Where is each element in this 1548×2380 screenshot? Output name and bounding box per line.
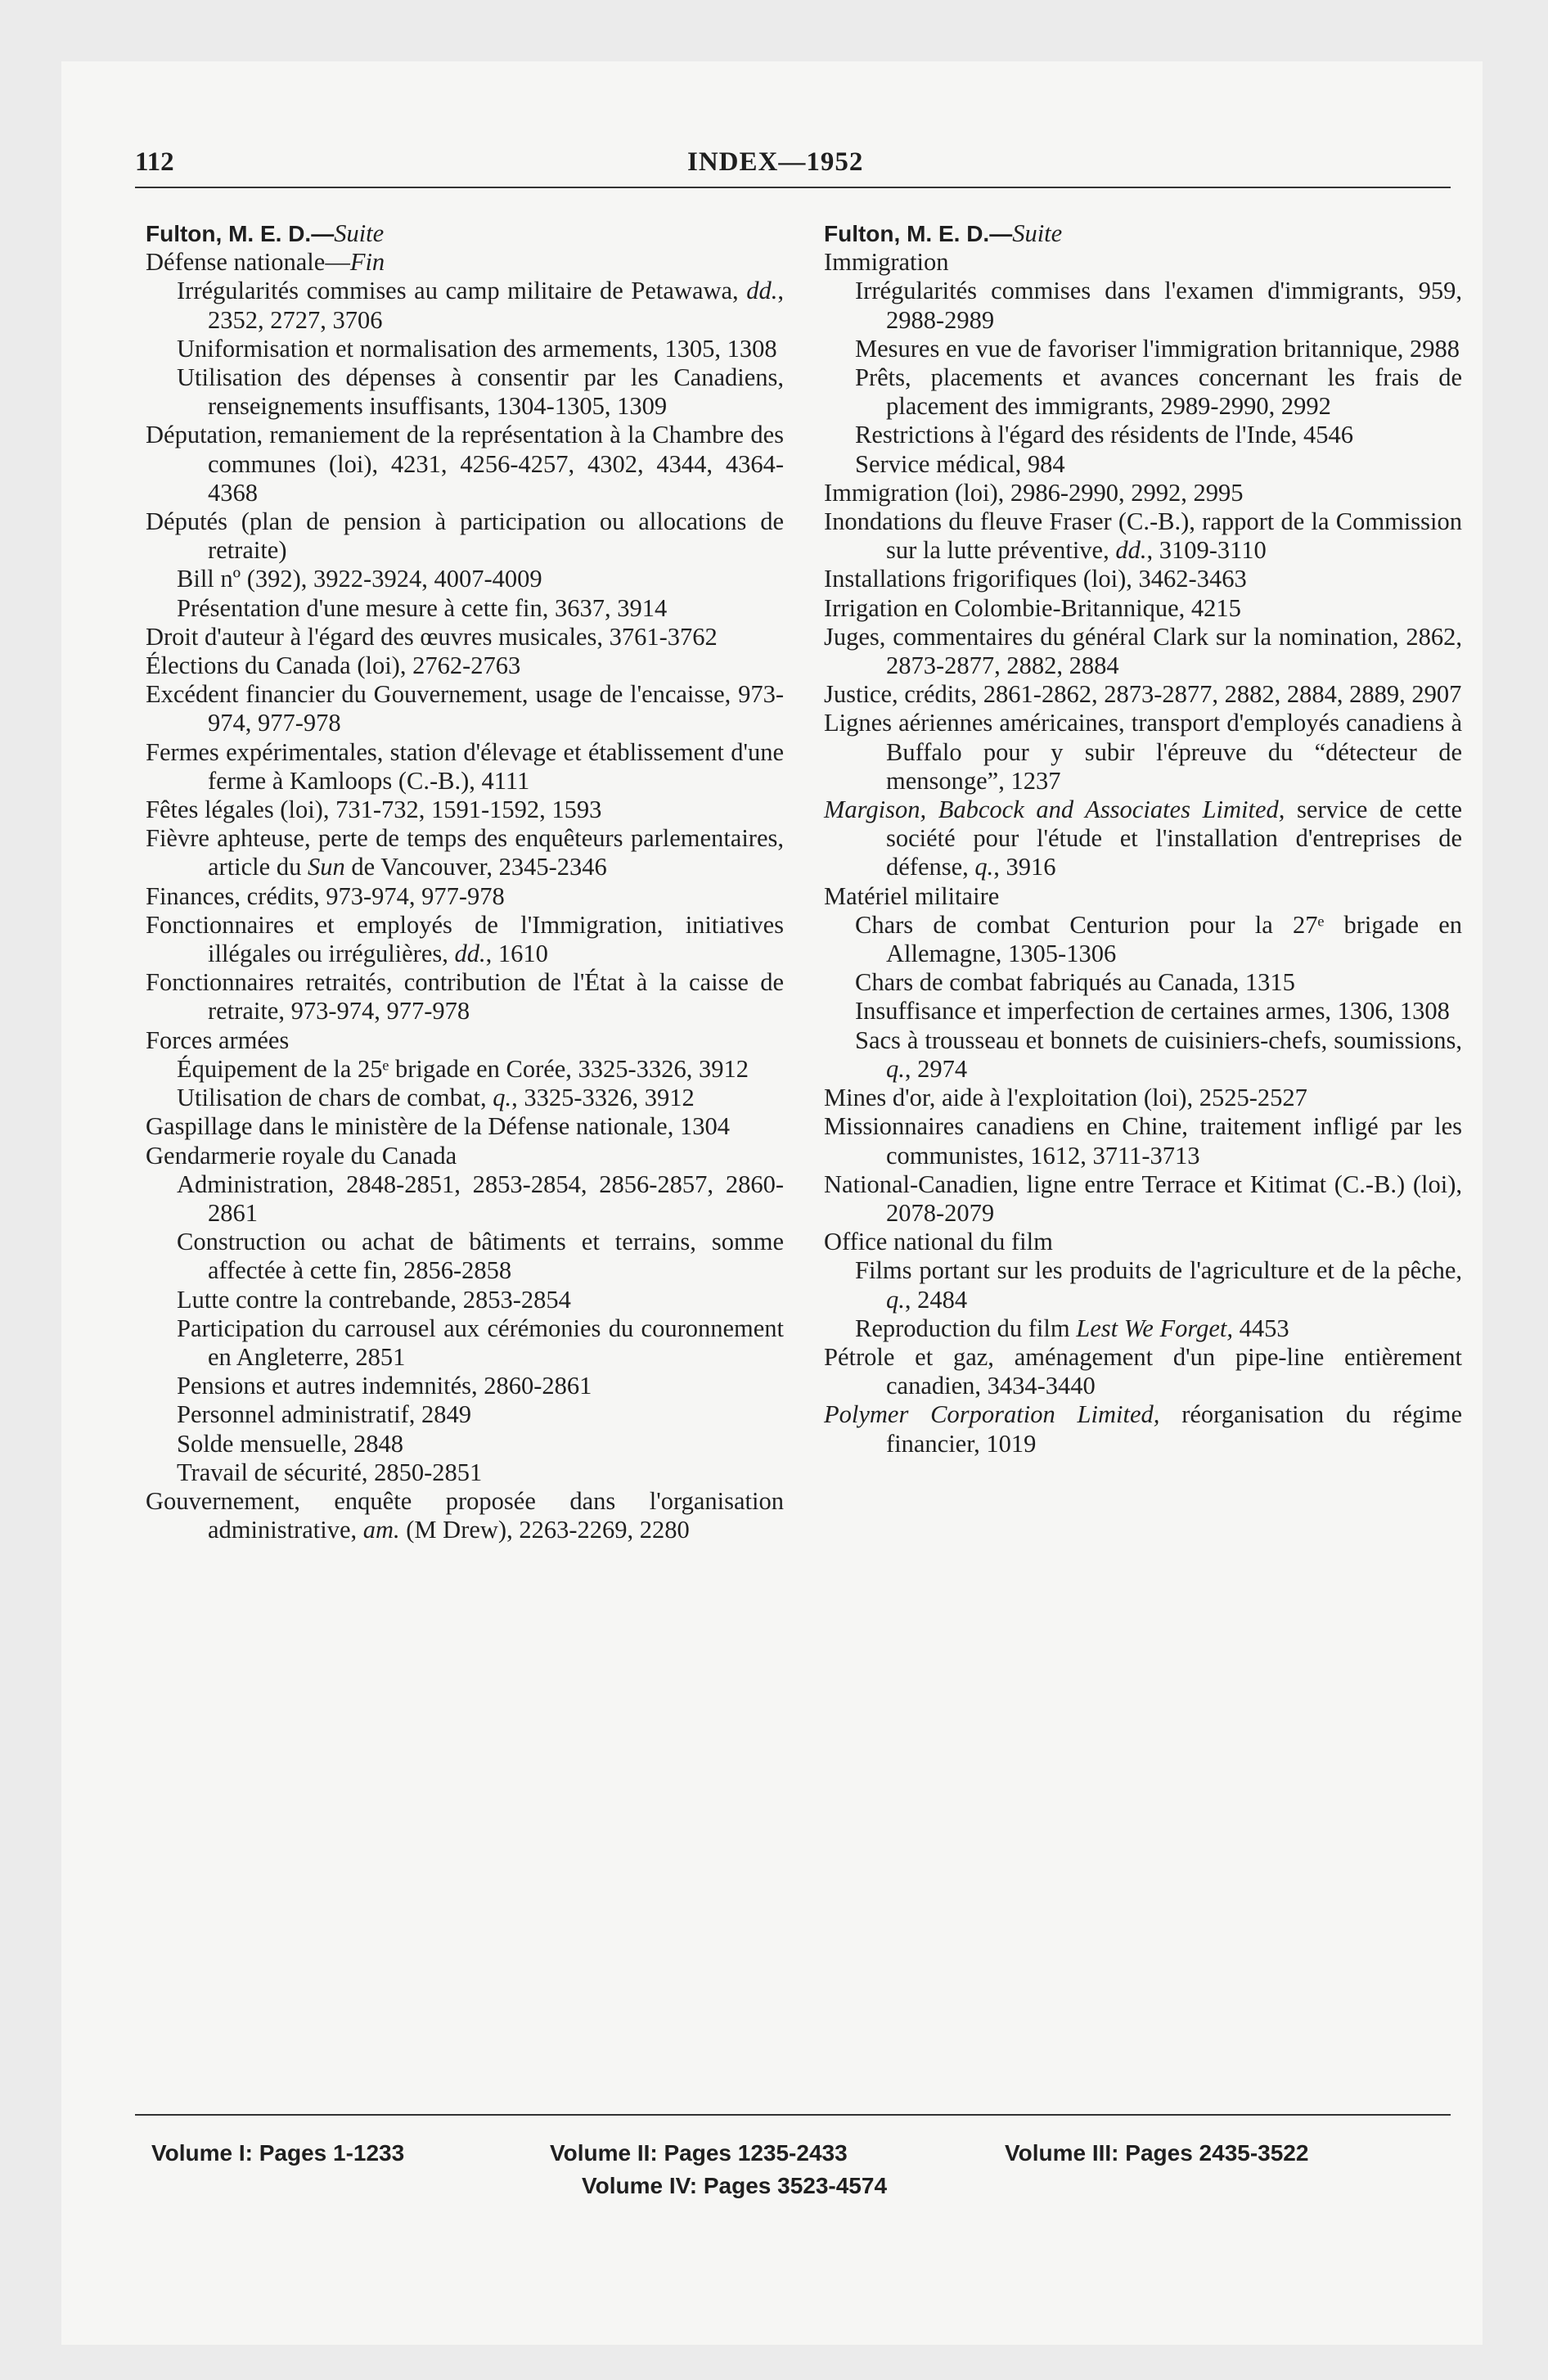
index-subentry: Équipement de la 25ᵉ brigade en Corée, 3325-3326, 3912 — [177, 1054, 749, 1083]
index-subentry: Bill nº (392), 3922-3924, 4007-4009 — [177, 565, 542, 593]
index-subentry: Lutte contre la contrebande, 2853-2854 — [177, 1285, 571, 1314]
index-entry: Irrigation en Colombie-Britannique, 4215 — [824, 593, 1241, 622]
index-entry: Gaspillage dans le ministère de la Défense nationale, 1304 — [146, 1112, 730, 1141]
index-entry: Excédent financier du Gouvernement, usage de l'encaisse, 973-974, 977-978 — [146, 680, 784, 737]
index-subentry: Uniformisation et normalisation des armements, 1305, 1308 — [177, 334, 777, 363]
index-entry: Juges, commentaires du général Clark sur la nomination, 2862, 2873-2877, 2882, 2884 — [824, 622, 1462, 680]
index-entry: Margison, Babcock and Associates Limited, service de cette société pour l'étude et l'installation d'entreprises de défense, q., 3916 — [824, 796, 1462, 881]
index-entry: Missionnaires canadiens en Chine, traitement infligé par les communistes, 1612, 3711-3713 — [824, 1112, 1462, 1170]
index-entry: Office national du film — [824, 1228, 1053, 1256]
index-entry: Polymer Corporation Limited, réorganisation du régime financier, 1019 — [824, 1400, 1462, 1458]
index-entry: Finances, crédits, 973-974, 977-978 — [146, 881, 505, 910]
index-subentry: Chars de combat fabriqués au Canada, 1315 — [855, 968, 1295, 997]
index-entry: Justice, crédits, 2861-2862, 2873-2877, 2882, 2884, 2889, 2907 — [824, 680, 1462, 709]
left-column-heading: Fulton, M. E. D.—Suite — [146, 219, 385, 247]
index-entry: Installations frigorifiques (loi), 3462-3463 — [824, 565, 1247, 593]
left-column — [146, 219, 784, 1544]
index-subentry: Administration, 2848-2851, 2853-2854, 2856-2857, 2860-2861 — [177, 1170, 784, 1227]
index-entry: Pétrole et gaz, aménagement d'un pipe-line entièrement canadien, 3434-3440 — [824, 1342, 1462, 1400]
volume-3-range: Volume III: Pages 2435-3522 — [1005, 2140, 1309, 2166]
right-column — [824, 219, 1462, 1458]
index-entry: Inondations du fleuve Fraser (C.-B.), rapport de la Commission sur la lutte préventive, dd., 3109-3110 — [824, 507, 1462, 565]
index-subentry: Restrictions à l'égard des résidents de l'Inde, 4546 — [855, 421, 1353, 449]
index-subentry: Prêts, placements et avances concernant les frais de placement des immigrants, 2989-2990, 2992 — [855, 363, 1462, 421]
volume-1-range: Volume I: Pages 1-1233 — [151, 2140, 405, 2166]
page-header — [135, 147, 1411, 180]
index-subentry: Utilisation de chars de combat, q., 3325-3326, 3912 — [177, 1084, 695, 1112]
index-entry: Députation, remaniement de la représentation à la Chambre des communes (loi), 4231, 4256-4257, 4302, 4344, 4364-4368 — [146, 421, 784, 507]
index-entry: Fonctionnaires et employés de l'Immigration, initiatives illégales ou irrégulières, dd., 1610 — [146, 910, 784, 968]
index-entry: Fermes expérimentales, station d'élevage et établissement d'une ferme à Kamloops (C.-B.), 4111 — [146, 737, 784, 795]
volume-2-range: Volume II: Pages 1235-2433 — [550, 2140, 848, 2166]
index-entry: National-Canadien, ligne entre Terrace et Kitimat (C.-B.) (loi), 2078-2079 — [824, 1170, 1462, 1227]
index-entry: Élections du Canada (loi), 2762-2763 — [146, 651, 521, 680]
index-entry: Fièvre aphteuse, perte de temps des enquêteurs parlementaires, article du Sun de Vancouver, 2345-2346 — [146, 824, 784, 881]
index-subentry: Solde mensuelle, 2848 — [177, 1429, 404, 1458]
left-entries — [146, 248, 784, 1544]
index-entry: Immigration — [824, 248, 949, 277]
index-subentry: Pensions et autres indemnités, 2860-2861 — [177, 1372, 592, 1400]
running-title: INDEX—1952 — [687, 147, 864, 177]
index-entry: Immigration (loi), 2986-2990, 2992, 2995 — [824, 478, 1244, 507]
index-entry: Droit d'auteur à l'égard des œuvres musicales, 3761-3762 — [146, 622, 718, 651]
index-entry: Forces armées — [146, 1025, 290, 1054]
index-entry: Fêtes légales (loi), 731-732, 1591-1592, 1593 — [146, 796, 602, 824]
index-entry: Gendarmerie royale du Canada — [146, 1141, 457, 1170]
index-subentry: Présentation d'une mesure à cette fin, 3637, 3914 — [177, 593, 668, 622]
header-rule — [135, 187, 1451, 188]
right-column-heading: Fulton, M. E. D.—Suite — [824, 219, 1063, 247]
index-subentry: Irrégularités commises dans l'examen d'immigrants, 959, 2988-2989 — [855, 277, 1462, 334]
volume-4-range: Volume IV: Pages 3523-4574 — [582, 2173, 888, 2198]
index-subentry: Sacs à trousseau et bonnets de cuisiniers-chefs, soumissions, q., 2974 — [855, 1025, 1462, 1083]
footer-rule — [135, 2114, 1451, 2116]
index-subentry: Construction ou achat de bâtiments et terrains, somme affectée à cette fin, 2856-2858 — [177, 1228, 784, 1285]
index-subentry: Insuffisance et imperfection de certaines armes, 1306, 1308 — [855, 997, 1450, 1025]
index-subentry: Utilisation des dépenses à consentir par les Canadiens, renseignements insuffisants, 1304-1305, 1309 — [177, 363, 784, 421]
index-entry: Mines d'or, aide à l'exploitation (loi), 2525-2527 — [824, 1084, 1307, 1112]
index-entry: Matériel militaire — [824, 881, 1000, 910]
index-subentry: Irrégularités commises au camp militaire de Petawawa, dd., 2352, 2727, 3706 — [177, 277, 784, 334]
index-subentry: Service médical, 984 — [855, 449, 1065, 478]
index-entry: Fonctionnaires retraités, contribution de l'État à la caisse de retraite, 973-974, 977-978 — [146, 968, 784, 1025]
index-subentry: Mesures en vue de favoriser l'immigration britannique, 2988 — [855, 334, 1460, 363]
index-subentry: Travail de sécurité, 2850-2851 — [177, 1458, 483, 1486]
index-subentry: Participation du carrousel aux cérémonies du couronnement en Angleterre, 2851 — [177, 1314, 784, 1371]
index-subentry: Films portant sur les produits de l'agriculture et de la pêche, q., 2484 — [855, 1256, 1462, 1314]
index-entry: Lignes aériennes américaines, transport d'employés canadiens à Buffalo pour y subir l'épreuve du “détecteur de mensonge”, 1237 — [824, 709, 1462, 795]
index-entry: Défense nationale—Fin — [146, 248, 385, 277]
page-number: 112 — [135, 147, 174, 177]
index-entry: Députés (plan de pension à participation ou allocations de retraite) — [146, 507, 784, 565]
index-subentry: Reproduction du film Lest We Forget, 4453 — [855, 1314, 1289, 1342]
right-entries — [824, 248, 1462, 1458]
index-entry: Gouvernement, enquête proposée dans l'organisation administrative, am. (M Drew), 2263-2269, 2280 — [146, 1486, 784, 1544]
index-subentry: Personnel administratif, 2849 — [177, 1400, 472, 1429]
index-subentry: Chars de combat Centurion pour la 27ᵉ brigade en Allemagne, 1305-1306 — [855, 910, 1462, 968]
